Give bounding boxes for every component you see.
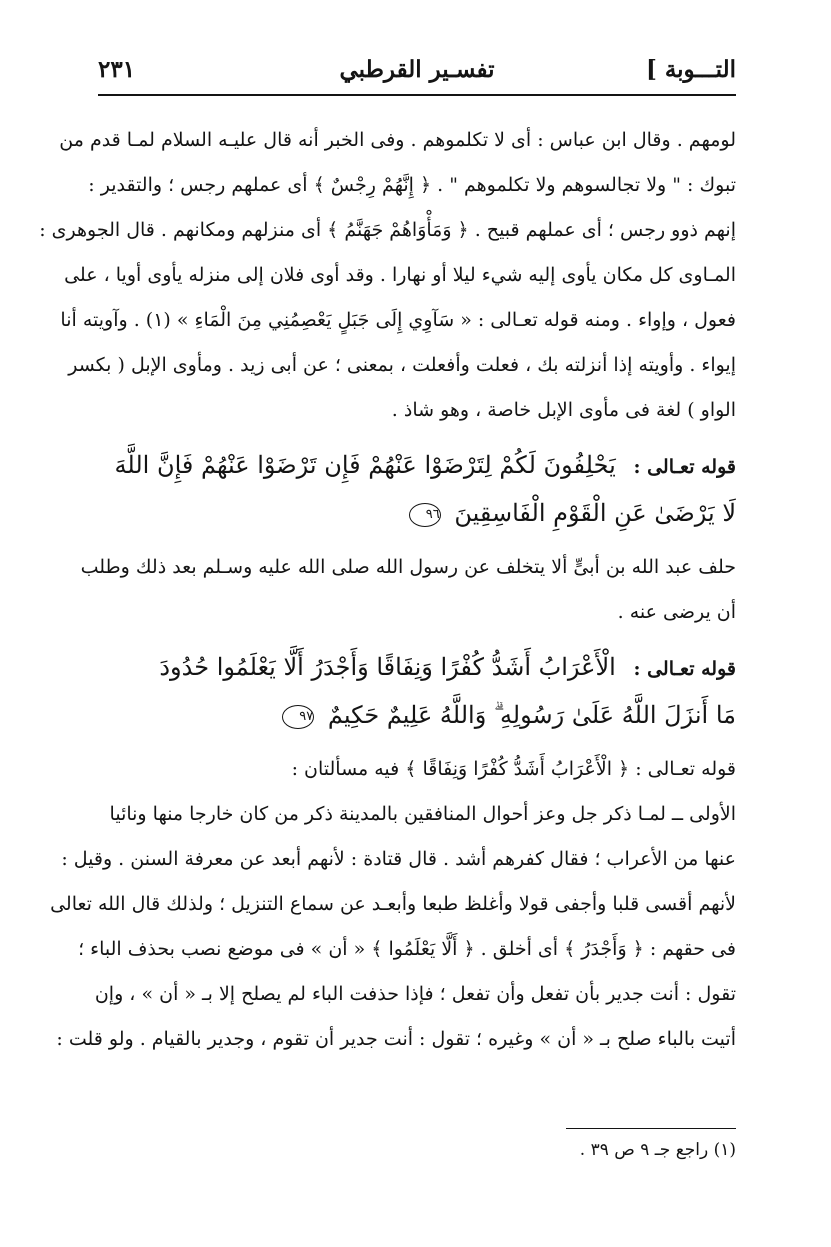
verse-intro: قوله تعـالى : — [633, 658, 736, 680]
paragraph-1 — [39, 118, 736, 433]
verse-text: مَا أَنزَلَ اللَّهُ عَلَىٰ رَسُولِهِ ۗ وَاللَّهُ عَلِيمٌ حَكِيمٌ — [327, 701, 736, 729]
text-line: فى حقهم : ﴿ وَأَجْدَرُ ﴾ أى أخلق . ﴿ أَلَّا يَعْلَمُوا ﴾ « أن » فى موضع نصب بحذف الباء ؛ — [78, 938, 736, 960]
text-line: أن يرضى عنه . — [617, 601, 736, 623]
running-head-surah: التـــوبة ] — [645, 56, 736, 83]
text-line: لومهم . وقال ابن عباس : أى لا تكلموهم . وفى الخبر أنه قال عليـه السلام لمـا قدم من — [59, 129, 736, 151]
text-line: المـاوى كل مكان يأوى إليه شيء ليلا أو نهارا . وقد أوى فلان إلى منزله يأوى أويا ، على — [64, 264, 736, 286]
text-line: إنهم ذوو رجس ؛ أى عملهم قبيح . ﴿ وَمَأْوَاهُمْ جَهَنَّمُ ﴾ أى منزلهم ومكانهم . قال الجوهرى : — [39, 219, 736, 241]
paragraph-2 — [80, 545, 736, 635]
verse-number-medallion: ٩٧ — [282, 705, 314, 729]
text-line: الأولى ــ لمـا ذكر جل وعز أحوال المنافقين بالمدينة ذكر من كان خارجا منها ونائيا — [109, 803, 736, 825]
verse-97 — [96, 643, 736, 739]
page-number: ٢٣١ — [98, 56, 136, 83]
text-line: قوله تعـالى : ﴿ الْأَعْرَابُ أَشَدُّ كُفْرًا وَنِفَاقًا ﴾ فيه مسألتان : — [291, 758, 736, 780]
verse-line — [96, 643, 736, 691]
text-line: تقول : أنت جدير بأن تفعل وأن تفعل ؛ فإذا حذفت الباء لم يصلح إلا بـ « أن » ، وإن — [94, 983, 736, 1005]
verse-96 — [96, 441, 736, 537]
body-text — [39, 118, 736, 1062]
verse-text: لَا يَرْضَىٰ عَنِ الْقَوْمِ الْفَاسِقِينَ — [454, 499, 736, 527]
verse-intro: قوله تعـالى : — [633, 456, 736, 478]
footnote: (١) راجع جـ ٩ ص ٣٩ . — [579, 1140, 736, 1160]
text-line: إيواء . وأويته إذا أنزلته بك ، فعلت وأفعلت ، بمعنى ؛ عن أبى زيد . ومأوى الإبل ( بكسر — [68, 354, 736, 376]
text-line: الواو ) لغة فى مأوى الإبل خاصة ، وهو شاذ . — [391, 399, 736, 421]
verse-number-medallion: ٩٦ — [409, 503, 441, 527]
verse-line — [96, 489, 736, 537]
text-line: فعول ، وإواء . ومنه قوله تعـالى : « سَآوِي إِلَى جَبَلٍ يَعْصِمُنِي مِنَ الْمَاءِ » (١) . وآويته أنا — [60, 309, 736, 331]
verse-text: يَحْلِفُونَ لَكُمْ لِتَرْضَوْا عَنْهُمْ فَإِن تَرْضَوْا عَنْهُمْ فَإِنَّ اللَّهَ — [114, 451, 616, 479]
verse-line — [96, 691, 736, 739]
text-line: عنها من الأعراب ؛ فقال كفرهم أشد . قال قتادة : لأنهم أبعد عن معرفة السنن . وقيل : — [61, 848, 736, 870]
header-rule — [98, 94, 736, 96]
text-line: أتيت بالباء صلح بـ « أن » وغيره ؛ تقول : أنت جدير أن تقوم ، وجدير بالقيام . ولو قلت : — [56, 1028, 736, 1050]
paragraph-3 — [50, 747, 736, 1062]
verse-line — [96, 441, 736, 489]
text-line: تبوك : " ولا تجالسوهم ولا تكلموهم " . ﴿ إِنَّهُمْ رِجْسٌ ﴾ أى عملهم رجس ؛ والتقدير : — [88, 174, 736, 196]
footnote-rule — [566, 1128, 736, 1129]
text-line: لأنهم أقسى قلبا وأجفى قولا وأغلظ طبعا وأبعـد عن سماع التنزيل ؛ ولذلك قال الله تعالى — [50, 893, 736, 915]
verse-text: الْأَعْرَابُ أَشَدُّ كُفْرًا وَنِفَاقًا وَأَجْدَرُ أَلَّا يَعْلَمُوا حُدُودَ — [159, 653, 616, 681]
running-head-title: تفسـير القرطبي — [339, 56, 495, 83]
text-line: حلف عبد الله بن أبىٍّ ألا يتخلف عن رسول الله صلى الله عليه وسـلم بعد ذلك وطلب — [80, 556, 736, 578]
page-header — [98, 50, 736, 94]
